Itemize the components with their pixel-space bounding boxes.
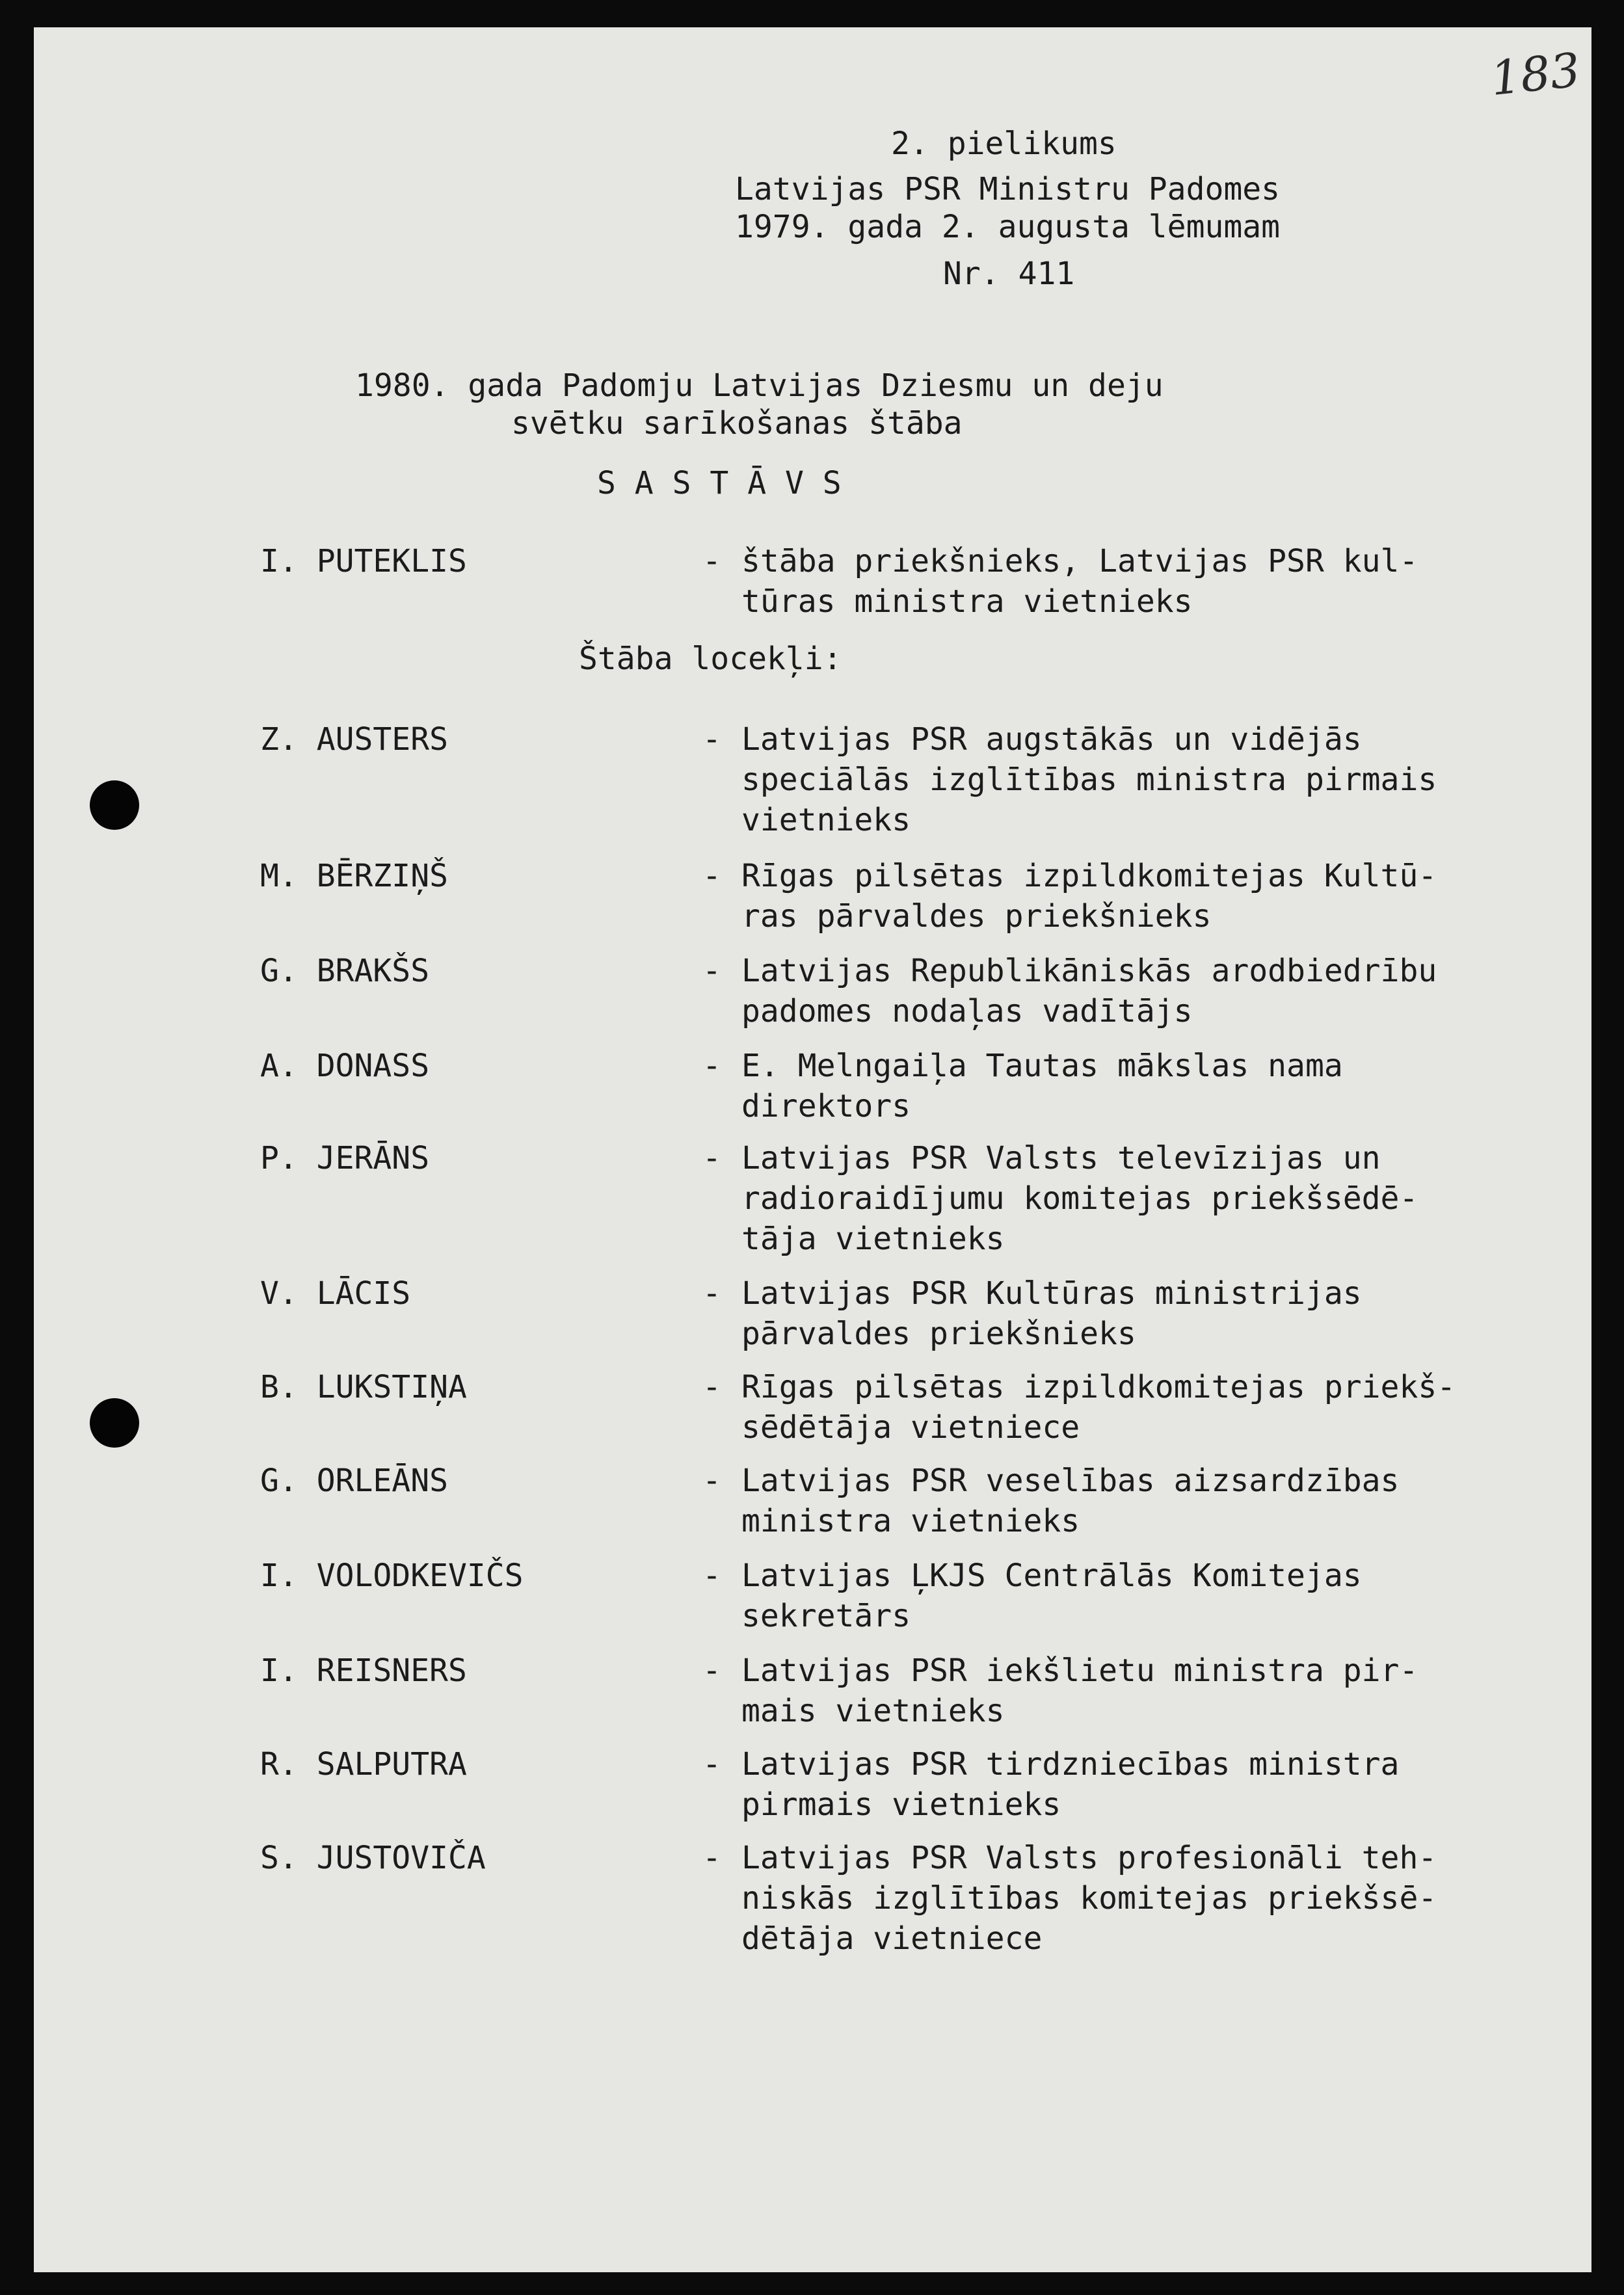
member-name: B. LUKSTIŅA	[260, 1369, 467, 1405]
dash: -	[702, 1275, 721, 1312]
member-name: V. LĀCIS	[260, 1275, 411, 1312]
dash: -	[702, 721, 721, 758]
punch-hole	[90, 780, 139, 830]
member-role: Latvijas PSR Valsts profesionāli teh- niskās izglītības komitejas priekšsē- dētāja vietniece	[741, 1840, 1437, 1957]
dash: -	[702, 1140, 721, 1176]
member-name: A. DONASS	[260, 1048, 430, 1084]
member-role: Latvijas ĻKJS Centrālās Komitejas sekretārs	[741, 1558, 1362, 1634]
punch-hole	[90, 1398, 139, 1448]
member-name: R. SALPUTRA	[260, 1746, 467, 1783]
dash: -	[702, 1558, 721, 1594]
dash: -	[702, 1840, 721, 1876]
member-name: P. JERĀNS	[260, 1140, 430, 1176]
member-role: Rīgas pilsētas izpildkomitejas Kultū- ras pārvaldes priekšnieks	[741, 858, 1437, 935]
composition-heading: S A S T Ā V S	[597, 465, 842, 501]
member-name: G. BRAKŠS	[260, 953, 430, 989]
annex-label: 2. pielikums	[891, 126, 1117, 162]
member-name: I. REISNERS	[260, 1652, 467, 1689]
members-heading: Štāba locekļi:	[579, 641, 842, 677]
member-role: Latvijas PSR Valsts televīzijas un radioraidījumu komitejas priekšsēdē- tāja vietnieks	[741, 1140, 1418, 1257]
dash: -	[702, 543, 721, 579]
dash: -	[702, 1652, 721, 1689]
header-line-2: 1979. gada 2. augusta lēmumam	[735, 209, 1281, 245]
member-role: Latvijas Republikāniskās arodbiedrību padomes nodaļas vadītājs	[741, 953, 1437, 1029]
dash: -	[702, 1369, 721, 1405]
page-number: 183	[1487, 42, 1583, 106]
member-role: Latvijas PSR veselības aizsardzības ministra vietnieks	[741, 1463, 1400, 1539]
member-role: Rīgas pilsētas izpildkomitejas priekš- sēdētāja vietniece	[741, 1369, 1456, 1446]
member-name: S. JUSTOVIČA	[260, 1840, 486, 1876]
title-line-2: svētku sarīkošanas štāba	[511, 405, 963, 442]
paper-sheet	[34, 27, 1591, 2272]
dash: -	[702, 1746, 721, 1783]
member-name: Z. AUSTERS	[260, 721, 448, 758]
dash: -	[702, 858, 721, 894]
dash: -	[702, 1048, 721, 1084]
title-line-1: 1980. gada Padomju Latvijas Dziesmu un deju	[355, 367, 1164, 404]
member-role: Latvijas PSR tirdzniecības ministra pirmais vietnieks	[741, 1746, 1400, 1823]
member-role: Latvijas PSR iekšlietu ministra pir- mais vietnieks	[741, 1652, 1418, 1729]
member-name: G. ORLEĀNS	[260, 1463, 448, 1499]
member-name: I. VOLODKEVIČS	[260, 1558, 524, 1594]
member-role: Latvijas PSR augstākās un vidējās speciālās izglītības ministra pirmais vietnieks	[741, 721, 1437, 838]
decision-number: Nr. 411	[943, 256, 1075, 292]
chief-name: I. PUTEKLIS	[260, 543, 467, 579]
chief-role: štāba priekšnieks, Latvijas PSR kul- tūras ministra vietnieks	[741, 543, 1418, 620]
header-line-1: Latvijas PSR Ministru Padomes	[735, 171, 1281, 207]
member-role: E. Melngaiļa Tautas mākslas nama direktors	[741, 1048, 1343, 1124]
dash: -	[702, 1463, 721, 1499]
dash: -	[702, 953, 721, 989]
member-name: M. BĒRZIŅŠ	[260, 858, 448, 894]
member-role: Latvijas PSR Kultūras ministrijas pārvaldes priekšnieks	[741, 1275, 1362, 1352]
